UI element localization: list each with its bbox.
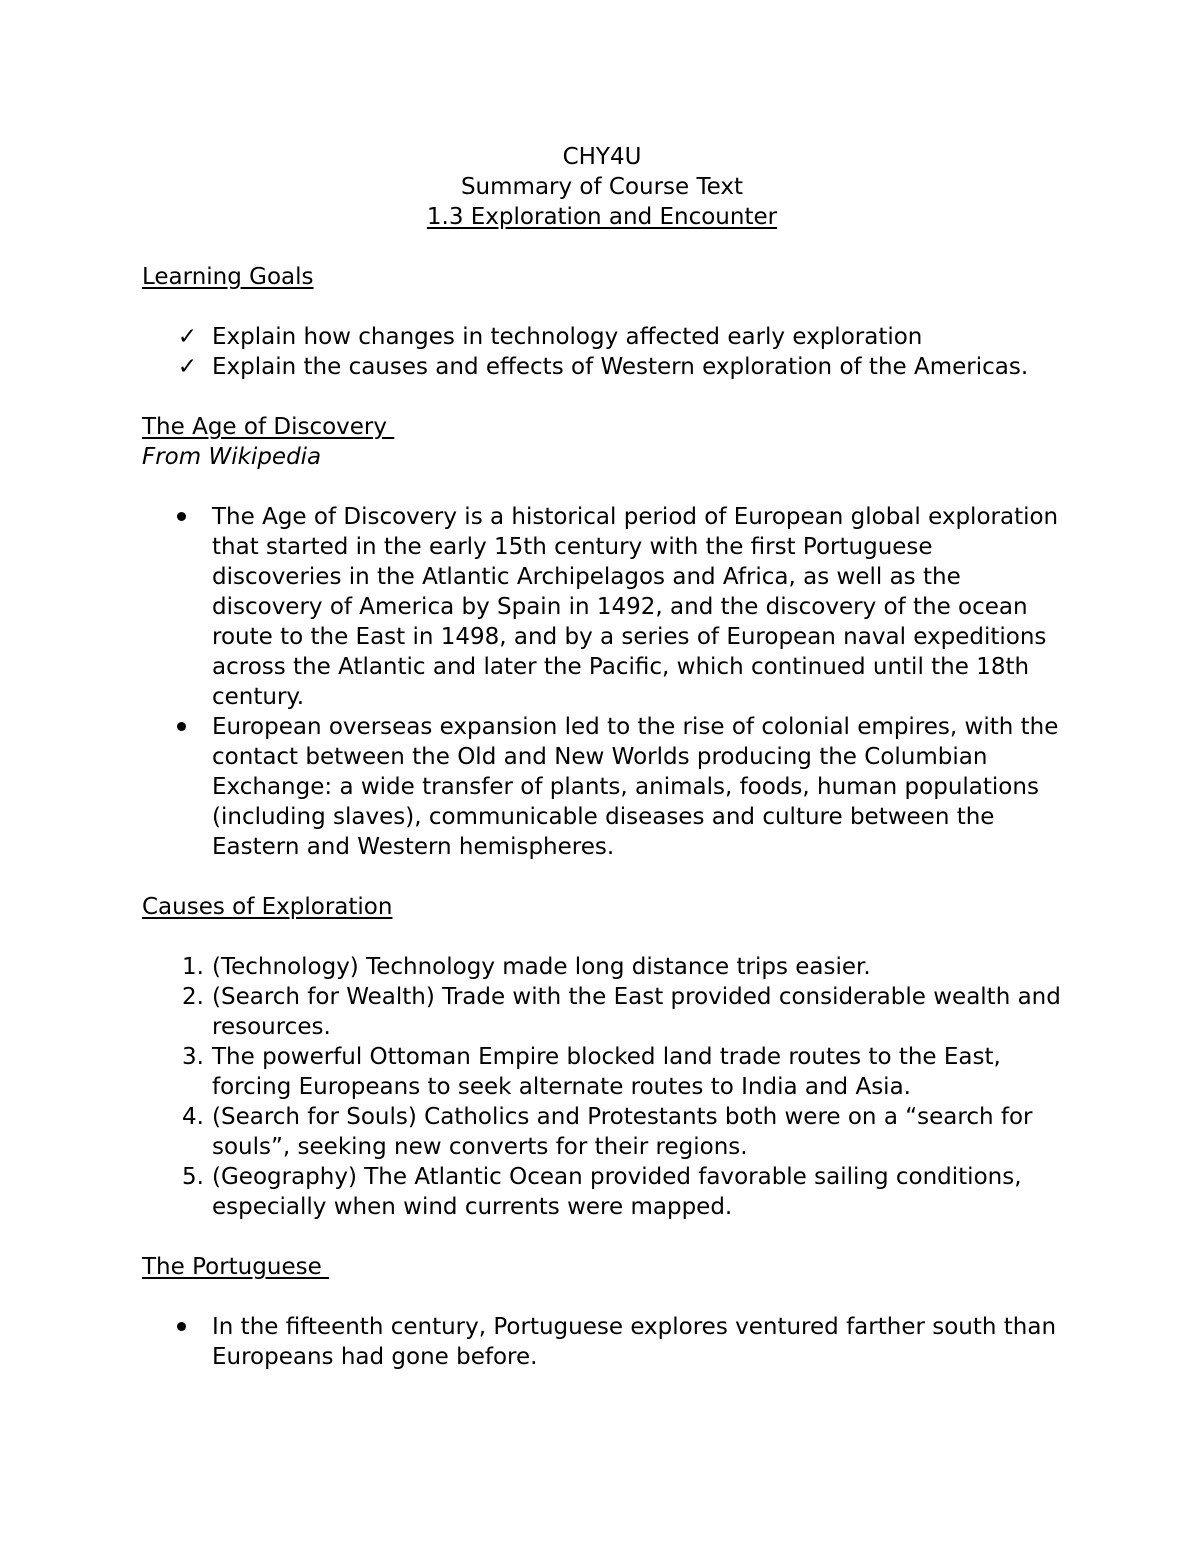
causes-list [142,952,1062,1222]
checkmark-icon: ✓ [177,324,197,350]
list-item [142,1312,1062,1372]
list-number: 1. [182,954,204,980]
paragraph-text: European overseas expansion led to the rise of colonial empires, with the contact between the Old and New Worlds producing the Columbian Exchange: a wide transfer of plants, animals, foods, human populations (including slaves), communicable diseases and culture between the Eastern and Western hemispheres. [212,714,1059,860]
age-of-discovery-list [142,502,1062,862]
course-code: CHY4U [562,144,642,170]
list-item [142,502,1062,712]
document-subtitle: Summary of Course Text [460,174,744,200]
list-item [142,952,1062,982]
paragraph-text: The Age of Discovery is a historical period of European global exploration that started in the early 15th century with the first Portuguese discoveries in the Atlantic Archipelagos and Africa, as well as the discovery of America by Spain in 1492, and the discovery of the ocean route to the East in 1498, and by a series of European naval expeditions across the Atlantic and later the Pacific, which continued until the 18th century. [212,504,1059,710]
portuguese-list [142,1312,1062,1372]
cause-text: (Search for Wealth) Trade with the East provided considerable wealth and resources. [212,984,1061,1040]
list-number: 2. [182,984,204,1010]
list-item [142,712,1062,862]
list-item [142,982,1062,1042]
bullet-icon [142,712,186,742]
list-number: 3. [182,1044,204,1070]
list-item [142,1162,1062,1222]
list-number: 5. [182,1164,204,1190]
cause-text: (Geography) The Atlantic Ocean provided favorable sailing conditions, especially when wind currents were mapped. [212,1164,1022,1220]
list-item [142,352,1062,382]
list-number: 4. [182,1104,204,1130]
learning-goals-list [142,322,1062,382]
list-item [142,1102,1062,1162]
section-title: 1.3 Exploration and Encounter [426,204,778,230]
cause-text: (Search for Souls) Catholics and Protestants both were on a “search for souls”, seeking new converts for their regions. [212,1104,1033,1160]
source-attribution: From Wikipedia [142,444,322,470]
checkmark-icon: ✓ [177,354,197,380]
learning-goal-text: Explain how changes in technology affected early exploration [212,324,923,350]
list-item [142,1042,1062,1102]
learning-goals-heading: Learning Goals [142,264,314,290]
bullet-icon [142,502,186,532]
bullet-icon [142,1312,186,1342]
list-item [142,322,1062,352]
cause-text: The powerful Ottoman Empire blocked land trade routes to the East, forcing Europeans to seek alternate routes to India and Asia. [212,1044,1001,1100]
document-header [142,142,1062,232]
causes-heading: Causes of Exploration [142,894,393,920]
cause-text: (Technology) Technology made long distance trips easier. [212,954,871,980]
learning-goal-text: Explain the causes and effects of Western exploration of the Americas. [212,354,1029,380]
document-page [142,142,1062,1372]
paragraph-text: In the fifteenth century, Portuguese explores ventured farther south than Europeans had gone before. [212,1314,1057,1370]
portuguese-heading: The Portuguese [142,1254,330,1280]
age-of-discovery-heading: The Age of Discovery [142,414,395,440]
